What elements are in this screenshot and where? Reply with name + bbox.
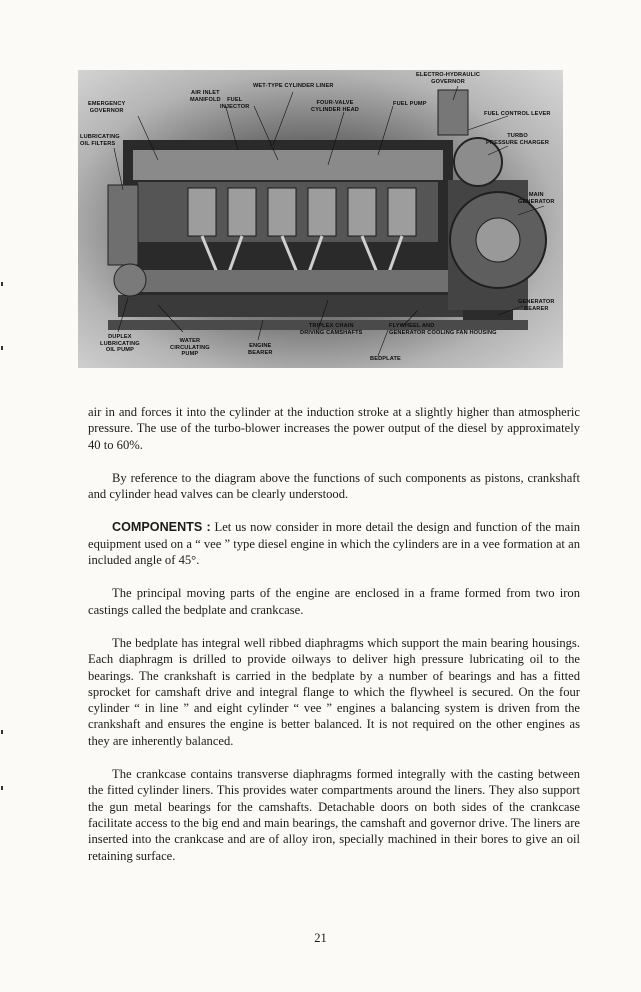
components-heading: COMPONENTS : — [112, 520, 211, 535]
paragraph-1: air in and forces it into the cylinder at the induction stroke at a slightly higher than atmospheric pressure. The use of the turbo-blower increases the power output of the diesel by approximately 40 to 60%. — [88, 405, 580, 452]
label-air-inlet-manifold: AIR INLET MANIFOLD — [190, 90, 221, 103]
paragraph-2: By reference to the diagram above the functions of such components as pistons, crankshaft and cylinder head valves can be clearly understood. — [88, 470, 580, 502]
label-emergency-governor: EMERGENCY GOVERNOR — [88, 101, 126, 114]
engine-cutaway-figure — [78, 70, 563, 368]
label-generator-bearer: GENERATOR BEARER — [518, 299, 555, 312]
paragraph-4: The principal moving parts of the engine are enclosed in a frame formed from two iron castings called the bedplate and crankcase. — [88, 586, 580, 617]
scan-mark — [1, 282, 3, 286]
label-duplex-lubricating-oil-pump: DUPLEX LUBRICATING OIL PUMP — [100, 334, 140, 354]
label-fuel-injector: FUEL INJECTOR — [220, 97, 250, 110]
label-four-valve-cylinder-head: FOUR-VALVE CYLINDER HEAD — [311, 100, 359, 113]
scan-mark — [1, 730, 3, 734]
page-number: 21 — [314, 931, 327, 945]
label-main-generator: MAIN GENERATOR — [518, 192, 555, 205]
label-water-circulating-pump: WATER CIRCULATING PUMP — [170, 338, 210, 358]
label-engine-bearer: ENGINE BEARER — [248, 343, 273, 356]
paragraph-5: The bedplate has integral well ribbed diaphragms which support the main bearing housings. Each diaphragm is drilled to provide oilways to deliver high pressure lubricating oil to the bearings. The crankshaft is carried in the bedplate by a number of bearings and has a fitted sprocket for camshaft drive and integral flange to which the flywheel is secured. On the four cylinder “ in line ” and eight cylinder “ vee ” engines a balancing system is driven from the crankshaft and ensures the engine is better balanced. It is not required on the other engines as they are inherently balanced. — [88, 635, 580, 748]
label-lubricating-oil-filters: LUBRICATING OIL FILTERS — [80, 134, 120, 147]
label-flywheel-housing: FLYWHEEL AND GENERATOR COOLING FAN HOUSING — [389, 323, 497, 336]
body-text — [88, 404, 580, 881]
label-bedplate: BEDPLATE — [370, 356, 401, 362]
label-wet-type-cylinder-liner: WET-TYPE CYLINDER LINER — [253, 83, 334, 89]
label-fuel-control-lever: FUEL CONTROL LEVER — [484, 111, 551, 117]
paragraph-components — [88, 519, 580, 568]
scan-mark — [1, 786, 3, 790]
scan-mark — [1, 346, 3, 350]
paragraph-3-text: Let us now consider in more detail the design and function of the main equipment used on a “ vee ” type diesel engine in which the cylinders are in a vee formation at an included angle of 45°. — [88, 520, 581, 568]
label-electro-hydraulic-governor: ELECTRO-HYDRAULIC GOVERNOR — [416, 72, 481, 85]
label-turbo-pressure-charger: TURBO PRESSURE CHARGER — [486, 133, 550, 146]
paragraph-6: The crankcase contains transverse diaphragms formed integrally with the casting between the fitted cylinder liners. This provides water compartments around the liners. They also support the gun metal bearings for the camshafts. Detachable doors on both sides of the crankcase facilitate access to the big end and main bearings, the camshaft and governor drive. The liners are inserted into the crankcase and are of alloy iron, specially machined in their bores to give an oil retaining surface. — [88, 767, 580, 863]
label-triplex-chain: TRIPLEX CHAIN DRIVING CAMSHAFTS — [300, 323, 363, 336]
label-fuel-pump: FUEL PUMP — [393, 101, 427, 107]
